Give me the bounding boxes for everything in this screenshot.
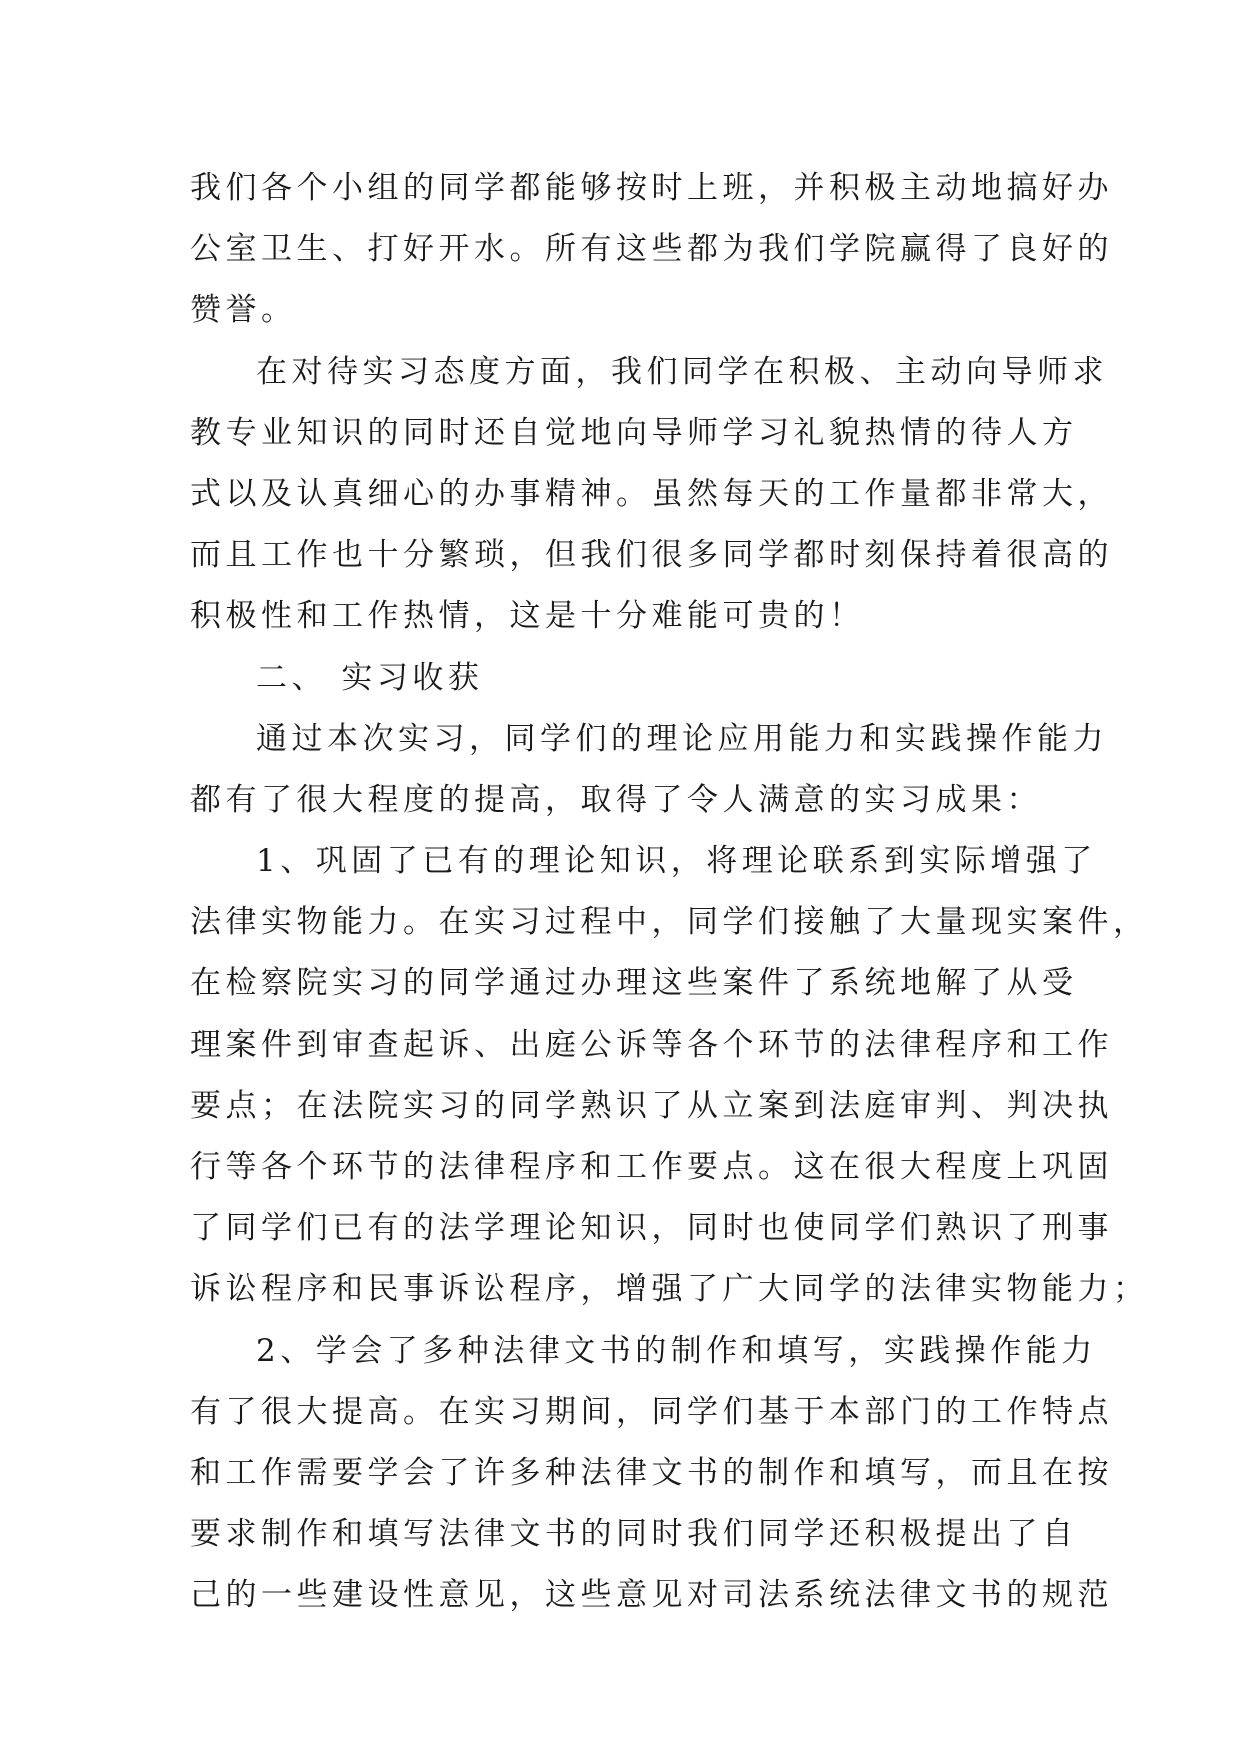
- text-line: 和工作需要学会了许多种法律文书的制作和填写，而且在按: [190, 1454, 1113, 1491]
- text-line: 而且工作也十分繁琐，但我们很多同学都时刻保持着很高的: [190, 537, 1113, 574]
- text-line: 理案件到审查起诉、出庭公诉等各个环节的法律程序和工作: [190, 1026, 1113, 1063]
- section-heading: 二、 实习收获: [256, 659, 484, 696]
- text-line: 己的一些建设性意见，这些意见对司法系统法律文书的规范: [190, 1577, 1113, 1614]
- text-line: 了同学们已有的法学理论知识，同时也使同学们熟识了刑事: [190, 1210, 1113, 1247]
- text-line: 都有了很大程度的提高，取得了令人满意的实习成果：: [190, 781, 1042, 818]
- text-line: 要求制作和填写法律文书的同时我们同学还积极提出了自: [190, 1516, 1078, 1553]
- text-line: 我们各个小组的同学都能够按时上班，并积极主动地搞好办: [190, 170, 1113, 206]
- body-text: [190, 158, 1149, 1627]
- text-line: 有了很大提高。在实习期间，同学们基于本部门的工作特点: [190, 1393, 1113, 1430]
- paragraph-first-line: 2、学会了多种法律文书的制作和填写，实践操作能力: [256, 1332, 1097, 1369]
- paragraph-first-line: 通过本次实习，同学们的理论应用能力和实践操作能力: [256, 720, 1108, 757]
- text-line: 要点；在法院实习的同学熟识了从立案到法庭审判、判决执: [190, 1087, 1113, 1124]
- text-line: 赞誉。: [190, 292, 297, 329]
- text-line: 教专业知识的同时还自觉地向导师学习礼貌热情的待人方: [190, 414, 1078, 451]
- text-line: 积极性和工作热情，这是十分难能可贵的！: [190, 598, 865, 635]
- paragraph-first-line: 在对待实习态度方面，我们同学在积极、主动向导师求: [256, 353, 1108, 390]
- text-line: 式以及认真细心的办事精神。虽然每天的工作量都非常大，: [190, 475, 1113, 512]
- text-line: 法律实物能力。在实习过程中，同学们接触了大量现实案件，: [190, 904, 1149, 941]
- text-line: 诉讼程序和民事诉讼程序，增强了广大同学的法律实物能力；: [190, 1271, 1149, 1308]
- text-line: 公室卫生、打好开水。所有这些都为我们学院赢得了良好的: [190, 231, 1113, 268]
- paragraph-first-line: 1、巩固了已有的理论知识，将理论联系到实际增强了: [256, 843, 1097, 880]
- text-line: 在检察院实习的同学通过办理这些案件了系统地解了从受: [190, 965, 1078, 1002]
- text-line: 行等各个环节的法律程序和工作要点。这在很大程度上巩固: [190, 1149, 1113, 1185]
